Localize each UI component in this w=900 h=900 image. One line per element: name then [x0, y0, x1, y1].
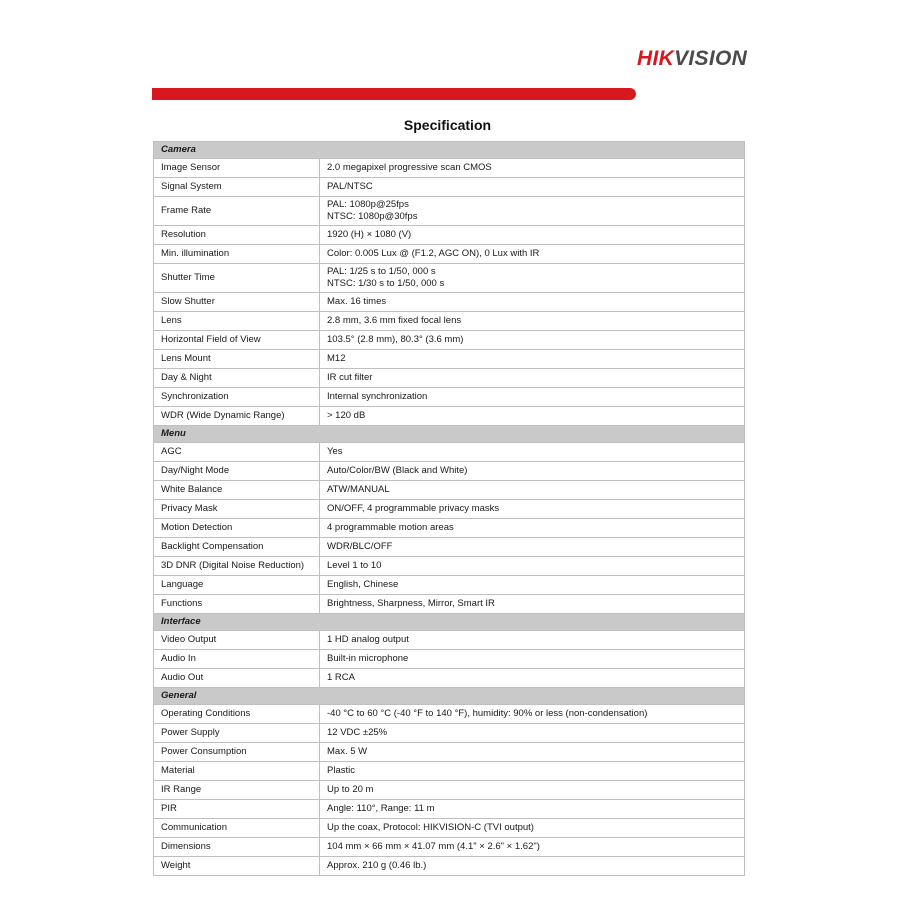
section-header-menu — [154, 426, 745, 443]
spec-row — [154, 159, 745, 178]
spec-value-line: Up to 20 m — [327, 784, 374, 795]
spec-value — [320, 312, 745, 331]
spec-value-line: PAL: 1080p@25fps — [327, 199, 409, 210]
spec-row — [154, 857, 745, 876]
spec-value-line: ATW/MANUAL — [327, 484, 390, 495]
section-header-camera — [154, 142, 745, 159]
spec-row — [154, 819, 745, 838]
spec-label: Day/Night Mode — [154, 462, 320, 481]
spec-label: Horizontal Field of View — [154, 331, 320, 350]
spec-row — [154, 781, 745, 800]
spec-value-line: Level 1 to 10 — [327, 560, 382, 571]
specification-table-body — [154, 142, 745, 876]
header-red-bar — [152, 88, 636, 100]
spec-row — [154, 462, 745, 481]
spec-value-line: Brightness, Sharpness, Mirror, Smart IR — [327, 598, 495, 609]
spec-label: Weight — [154, 857, 320, 876]
spec-label: Day & Night — [154, 369, 320, 388]
spec-value-line: Yes — [327, 446, 343, 457]
spec-label: White Balance — [154, 481, 320, 500]
spec-row — [154, 350, 745, 369]
spec-row — [154, 576, 745, 595]
spec-label: Power Consumption — [154, 743, 320, 762]
spec-value — [320, 762, 745, 781]
spec-row — [154, 388, 745, 407]
spec-label: Communication — [154, 819, 320, 838]
spec-label: IR Range — [154, 781, 320, 800]
specification-table — [153, 141, 745, 876]
spec-value-line: English, Chinese — [327, 579, 399, 590]
spec-label: WDR (Wide Dynamic Range) — [154, 407, 320, 426]
spec-value — [320, 781, 745, 800]
spec-value — [320, 819, 745, 838]
spec-row — [154, 557, 745, 576]
spec-value-line: 104 mm × 66 mm × 41.07 mm (4.1" × 2.6" × 1.62") — [327, 841, 540, 852]
spec-value-line: Plastic — [327, 765, 355, 776]
spec-value-line: Built-in microphone — [327, 653, 409, 664]
section-title: Camera — [154, 142, 745, 159]
spec-value-line: 12 VDC ±25% — [327, 727, 388, 738]
spec-label: Material — [154, 762, 320, 781]
spec-value — [320, 443, 745, 462]
spec-row — [154, 762, 745, 781]
spec-label: PIR — [154, 800, 320, 819]
spec-value-line: PAL: 1/25 s to 1/50, 000 s — [327, 266, 436, 277]
spec-value-line: 2.0 megapixel progressive scan CMOS — [327, 162, 492, 173]
spec-row — [154, 724, 745, 743]
spec-value — [320, 724, 745, 743]
spec-label: Lens Mount — [154, 350, 320, 369]
hikvision-logo — [637, 46, 769, 72]
logo-part-vision: VISION — [674, 47, 748, 70]
spec-row — [154, 705, 745, 724]
spec-label: Shutter Time — [154, 264, 320, 293]
spec-value-line: M12 — [327, 353, 346, 364]
spec-label: Lens — [154, 312, 320, 331]
spec-value-line: NTSC: 1080p@30fps — [327, 211, 418, 222]
spec-value — [320, 407, 745, 426]
spec-label: AGC — [154, 443, 320, 462]
spec-row — [154, 226, 745, 245]
spec-label: Privacy Mask — [154, 500, 320, 519]
spec-row — [154, 481, 745, 500]
spec-value — [320, 743, 745, 762]
spec-row — [154, 312, 745, 331]
spec-value — [320, 159, 745, 178]
spec-label: Min. illumination — [154, 245, 320, 264]
spec-value-line: Color: 0.005 Lux @ (F1.2, AGC ON), 0 Lux with IR — [327, 248, 540, 259]
spec-value-line: 1920 (H) × 1080 (V) — [327, 229, 412, 240]
spec-label: Synchronization — [154, 388, 320, 407]
spec-value-line: Approx. 210 g (0.46 lb.) — [327, 860, 427, 871]
section-title: General — [154, 688, 745, 705]
spec-label: Motion Detection — [154, 519, 320, 538]
spec-label: Audio In — [154, 650, 320, 669]
spec-value-line: IR cut filter — [327, 372, 373, 383]
spec-value-line: PAL/NTSC — [327, 181, 373, 192]
spec-value-line: WDR/BLC/OFF — [327, 541, 393, 552]
spec-row — [154, 800, 745, 819]
section-header-general — [154, 688, 745, 705]
spec-row — [154, 407, 745, 426]
spec-label: Resolution — [154, 226, 320, 245]
spec-label: Dimensions — [154, 838, 320, 857]
spec-row — [154, 743, 745, 762]
spec-value — [320, 350, 745, 369]
spec-value — [320, 462, 745, 481]
spec-value-line: -40 °C to 60 °C (-40 °F to 140 °F), humidity: 90% or less (non-condensation) — [327, 708, 648, 719]
spec-label: Image Sensor — [154, 159, 320, 178]
spec-label: Operating Conditions — [154, 705, 320, 724]
spec-row — [154, 178, 745, 197]
section-title: Menu — [154, 426, 745, 443]
spec-row — [154, 500, 745, 519]
spec-value — [320, 800, 745, 819]
spec-row — [154, 293, 745, 312]
spec-row — [154, 264, 745, 293]
spec-value-line: Angle: 110°, Range: 11 m — [327, 803, 435, 814]
spec-value — [320, 538, 745, 557]
spec-row — [154, 197, 745, 226]
spec-value — [320, 500, 745, 519]
spec-value — [320, 293, 745, 312]
spec-value — [320, 264, 745, 293]
spec-row — [154, 245, 745, 264]
spec-value — [320, 331, 745, 350]
spec-value-line: NTSC: 1/30 s to 1/50, 000 s — [327, 278, 445, 289]
spec-value-line: Up the coax, Protocol: HIKVISION-C (TVI output) — [327, 822, 534, 833]
spec-value — [320, 226, 745, 245]
spec-row — [154, 443, 745, 462]
spec-label: Signal System — [154, 178, 320, 197]
page-title: Specification — [403, 117, 492, 133]
spec-row — [154, 838, 745, 857]
spec-value — [320, 576, 745, 595]
spec-value — [320, 178, 745, 197]
spec-value — [320, 631, 745, 650]
spec-value-line: 103.5° (2.8 mm), 80.3° (3.6 mm) — [327, 334, 464, 345]
spec-value-line: Auto/Color/BW (Black and White) — [327, 465, 468, 476]
spec-value-line: 4 programmable motion areas — [327, 522, 454, 533]
spec-value — [320, 650, 745, 669]
spec-value — [320, 557, 745, 576]
spec-row — [154, 331, 745, 350]
spec-label: Slow Shutter — [154, 293, 320, 312]
spec-row — [154, 595, 745, 614]
spec-value — [320, 669, 745, 688]
spec-label: 3D DNR (Digital Noise Reduction) — [154, 557, 320, 576]
spec-value — [320, 519, 745, 538]
spec-row — [154, 538, 745, 557]
spec-value-line: Max. 16 times — [327, 296, 387, 307]
spec-value-line: Max. 5 W — [327, 746, 368, 757]
spec-label: Functions — [154, 595, 320, 614]
spec-value-line: 1 RCA — [327, 672, 355, 683]
spec-value — [320, 857, 745, 876]
spec-label: Power Supply — [154, 724, 320, 743]
spec-value-line: 2.8 mm, 3.6 mm fixed focal lens — [327, 315, 462, 326]
spec-value-line: Internal synchronization — [327, 391, 428, 402]
logo-part-hik: HIK — [637, 47, 675, 70]
spec-value — [320, 369, 745, 388]
spec-value-line: > 120 dB — [327, 410, 366, 421]
spec-value — [320, 481, 745, 500]
spec-value — [320, 705, 745, 724]
section-header-interface — [154, 614, 745, 631]
spec-row — [154, 519, 745, 538]
spec-row — [154, 369, 745, 388]
spec-value — [320, 838, 745, 857]
spec-row — [154, 650, 745, 669]
spec-label: Frame Rate — [154, 197, 320, 226]
section-title: Interface — [154, 614, 745, 631]
spec-value-line: ON/OFF, 4 programmable privacy masks — [327, 503, 500, 514]
spec-value — [320, 197, 745, 226]
spec-value — [320, 245, 745, 264]
spec-label: Audio Out — [154, 669, 320, 688]
spec-value — [320, 595, 745, 614]
spec-label: Language — [154, 576, 320, 595]
spec-row — [154, 631, 745, 650]
spec-label: Backlight Compensation — [154, 538, 320, 557]
spec-label: Video Output — [154, 631, 320, 650]
spec-row — [154, 669, 745, 688]
spec-value — [320, 388, 745, 407]
spec-value-line: 1 HD analog output — [327, 634, 409, 645]
